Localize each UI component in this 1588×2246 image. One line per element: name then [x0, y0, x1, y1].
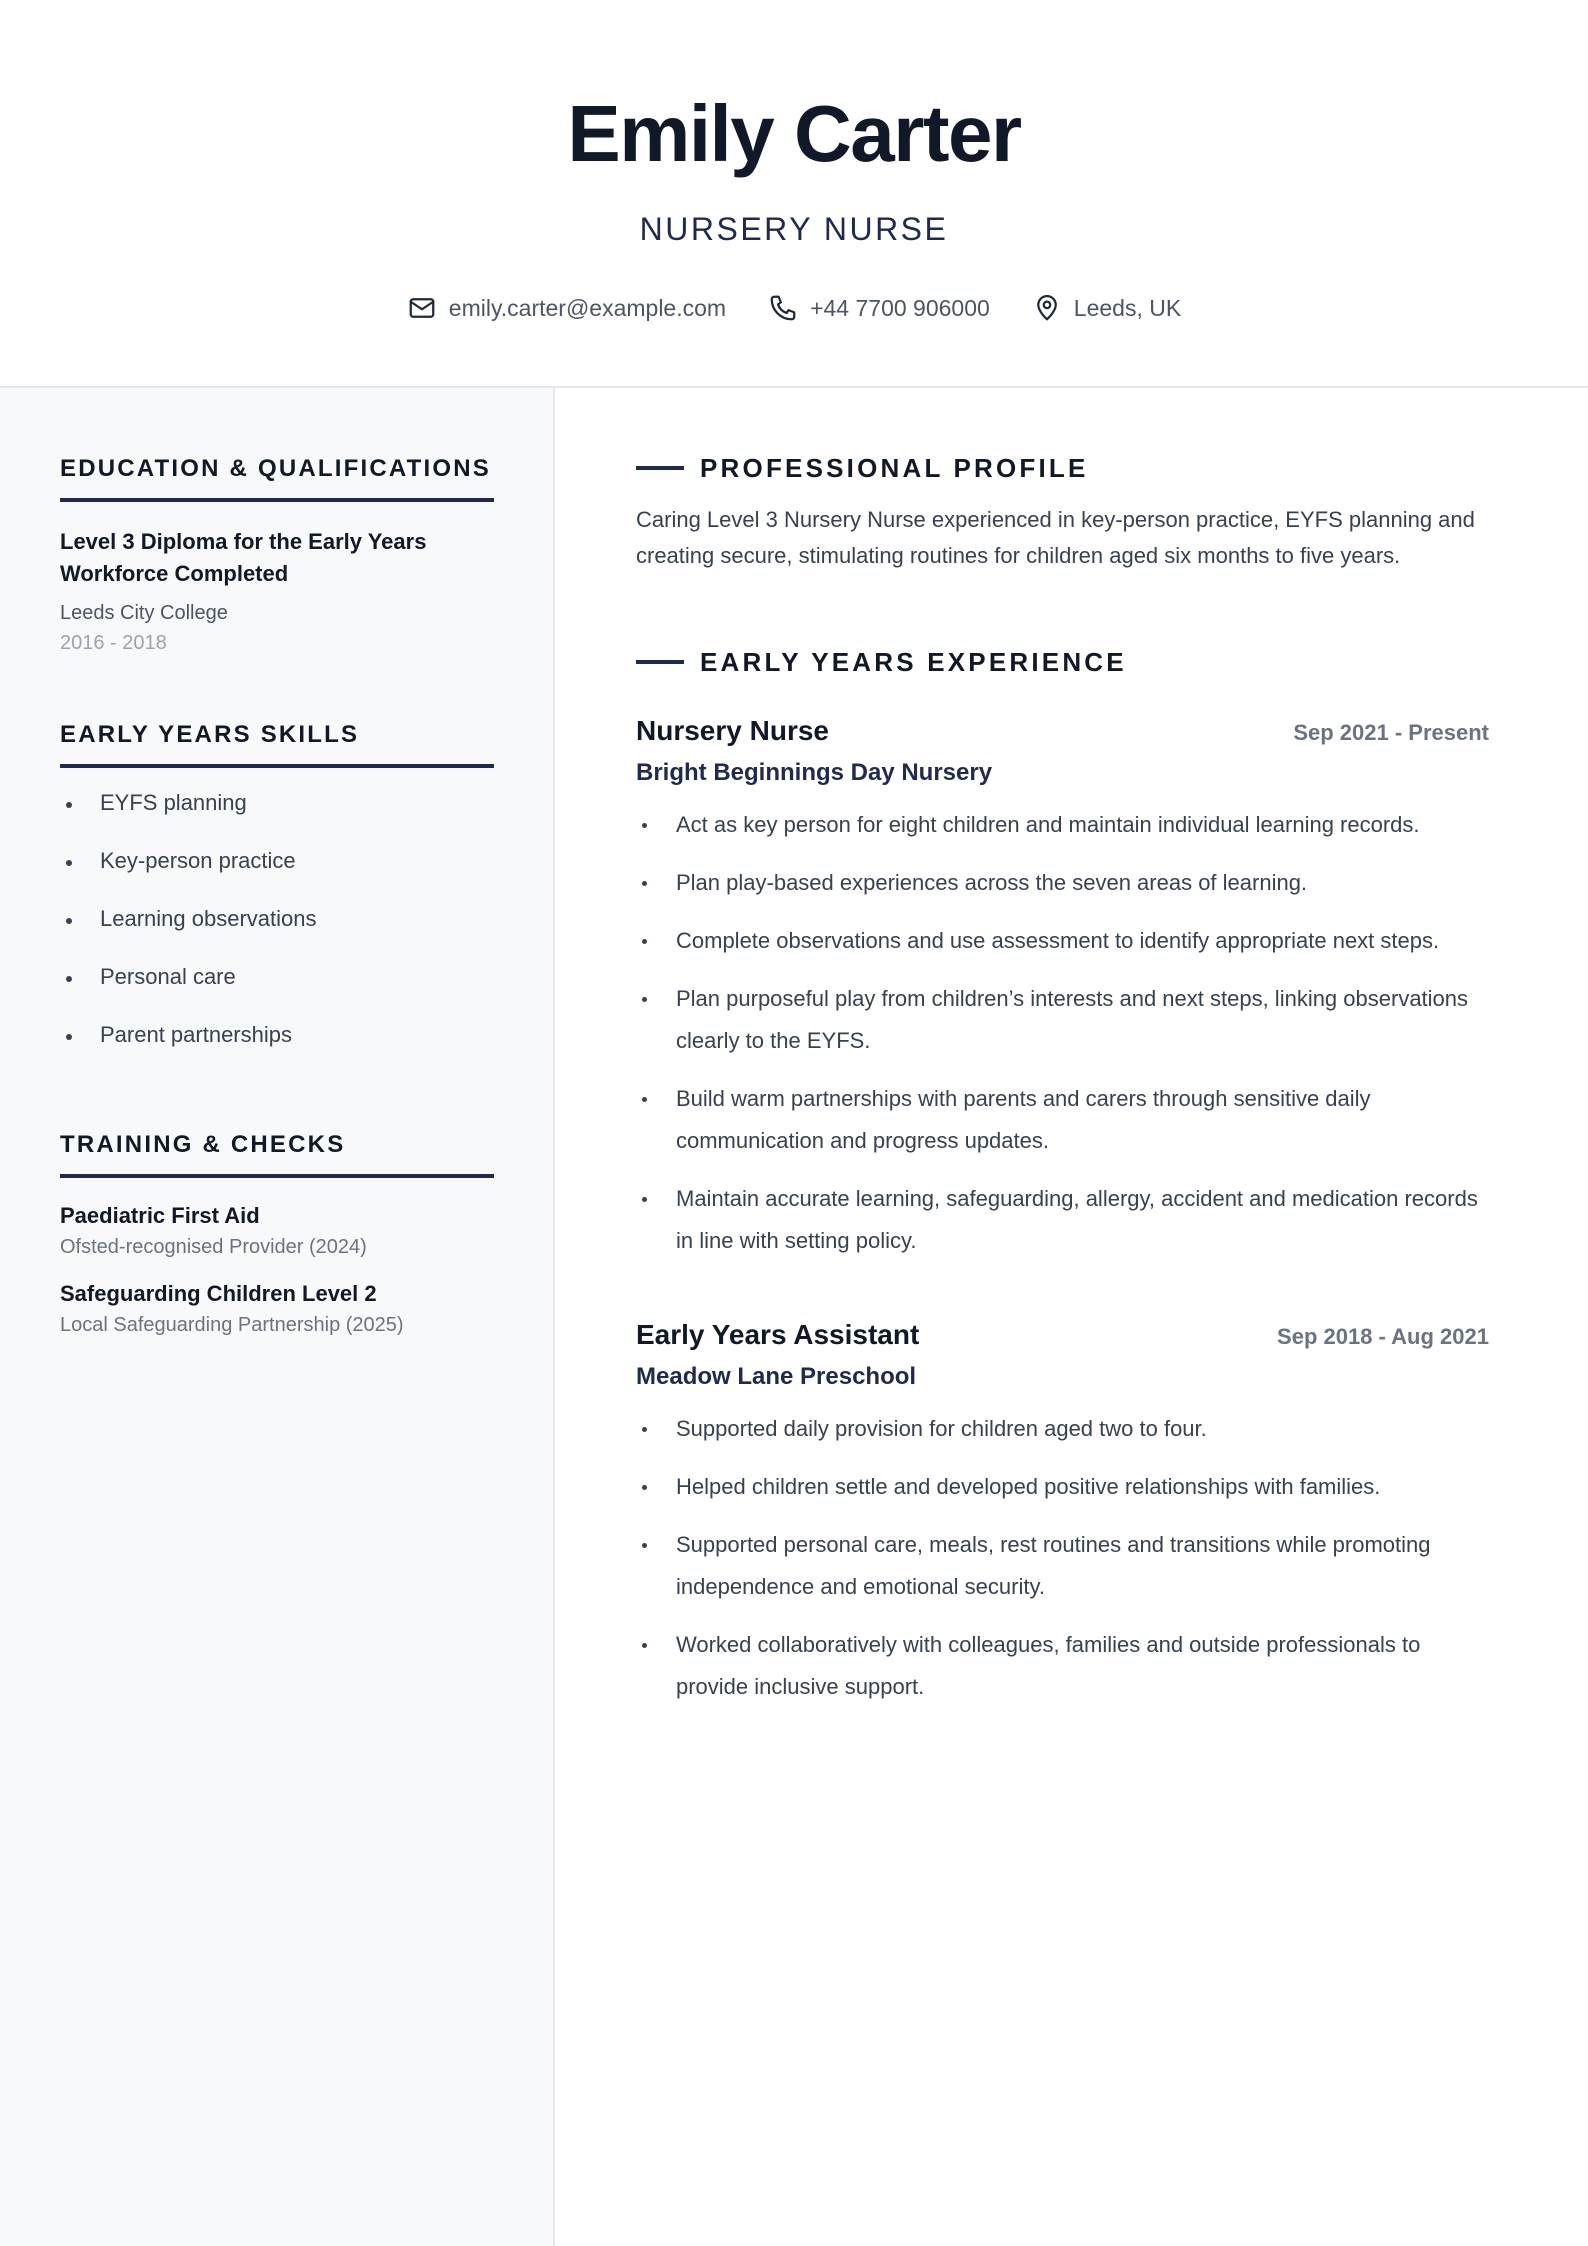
contact-location: [1032, 293, 1181, 323]
heading-accent-bar: [636, 466, 684, 470]
skill-item: Parent partnerships: [60, 1018, 494, 1076]
training-heading: TRAINING & CHECKS: [60, 1128, 494, 1178]
job-bullets: [636, 1408, 1489, 1708]
job-header: [636, 712, 1489, 750]
profile-text: Caring Level 3 Nursery Nurse experienced in key-person practice, EYFS planning and creating secure, stimulating routines for children aged six months to five years.: [636, 507, 1475, 568]
skill-item: Personal care: [60, 960, 494, 1018]
training-item: [60, 1278, 494, 1340]
job-bullet: Supported daily provision for children aged two to four.: [636, 1408, 1489, 1450]
job-bullet: Helped children settle and developed positive relationships with families.: [636, 1466, 1489, 1508]
sidebar: [0, 386, 555, 2246]
job-bullet: Maintain accurate learning, safeguarding, allergy, accident and medication records in line with setting policy.: [636, 1178, 1489, 1262]
education-dates: 2016 - 2018: [60, 632, 167, 654]
skill-item: EYFS planning: [60, 786, 494, 844]
skill-item: Key-person practice: [60, 844, 494, 902]
profile-heading: [636, 450, 1489, 486]
skill-item: Learning observations: [60, 902, 494, 960]
experience-section: [636, 644, 1489, 680]
job-entry: [636, 1316, 1489, 1724]
job-bullet: Worked collaboratively with colleagues, families and outside professionals to provide inclusive support.: [636, 1624, 1489, 1708]
training-item: [60, 1200, 494, 1262]
education-school: Leeds City College: [60, 602, 228, 624]
contact-row: [0, 290, 1588, 326]
training-org: Ofsted-recognised Provider (2024): [60, 1236, 367, 1258]
skills-list: [60, 786, 494, 1076]
resume-header: [0, 0, 1588, 386]
training-name: Safeguarding Children Level 2: [60, 1281, 377, 1306]
job-header: [636, 1316, 1489, 1354]
education-title: Level 3 Diploma for the Early Years Workforce Completed: [60, 529, 427, 586]
job-dates: Sep 2021 - Present: [1293, 720, 1489, 745]
location-text: Leeds, UK: [1073, 294, 1182, 321]
phone-text: +44 7700 906000: [810, 294, 990, 321]
job-dates: Sep 2018 - Aug 2021: [1277, 1324, 1489, 1349]
skills-heading: EARLY YEARS SKILLS: [60, 718, 494, 768]
job-bullet: Plan purposeful play from children’s interests and next steps, linking observations clearly to the EYFS.: [636, 978, 1489, 1062]
phone-icon: [768, 293, 798, 323]
skills-section: [60, 718, 494, 1076]
mail-icon: [407, 293, 437, 323]
experience-heading-text: EARLY YEARS EXPERIENCE: [700, 647, 1127, 677]
job-bullet: Act as key person for eight children and maintain individual learning records.: [636, 804, 1489, 846]
profile-section: [636, 450, 1489, 574]
training-name: Paediatric First Aid: [60, 1203, 260, 1228]
training-org: Local Safeguarding Partnership (2025): [60, 1314, 404, 1336]
job-bullet: Supported personal care, meals, rest routines and transitions while promoting independence and emotional security.: [636, 1524, 1489, 1608]
education-heading: EDUCATION & QUALIFICATIONS: [60, 452, 494, 502]
map-pin-icon: [1032, 293, 1062, 323]
job-company: Meadow Lane Preschool: [636, 1363, 917, 1390]
contact-phone[interactable]: [768, 293, 990, 323]
email-text: emily.carter@example.com: [448, 294, 727, 321]
contact-email[interactable]: [407, 293, 726, 323]
job-bullet: Build warm partnerships with parents and carers through sensitive daily communication and progress updates.: [636, 1078, 1489, 1162]
job-role: NURSERY NURSE: [639, 211, 949, 247]
heading-accent-bar: [636, 660, 684, 664]
candidate-name: Emily Carter: [567, 89, 1021, 178]
job-entry: [636, 712, 1489, 1278]
training-section: [60, 1128, 494, 1340]
education-section: [60, 452, 494, 658]
profile-heading-text: PROFESSIONAL PROFILE: [700, 453, 1089, 483]
job-bullet: Plan play-based experiences across the seven areas of learning.: [636, 862, 1489, 904]
job-bullets: [636, 804, 1489, 1262]
job-title: Nursery Nurse: [636, 715, 829, 746]
job-company: Bright Beginnings Day Nursery: [636, 759, 993, 786]
job-title: Early Years Assistant: [636, 1319, 920, 1350]
experience-heading: [636, 644, 1489, 680]
main-content: [555, 386, 1588, 2246]
job-bullet: Complete observations and use assessment to identify appropriate next steps.: [636, 920, 1489, 962]
